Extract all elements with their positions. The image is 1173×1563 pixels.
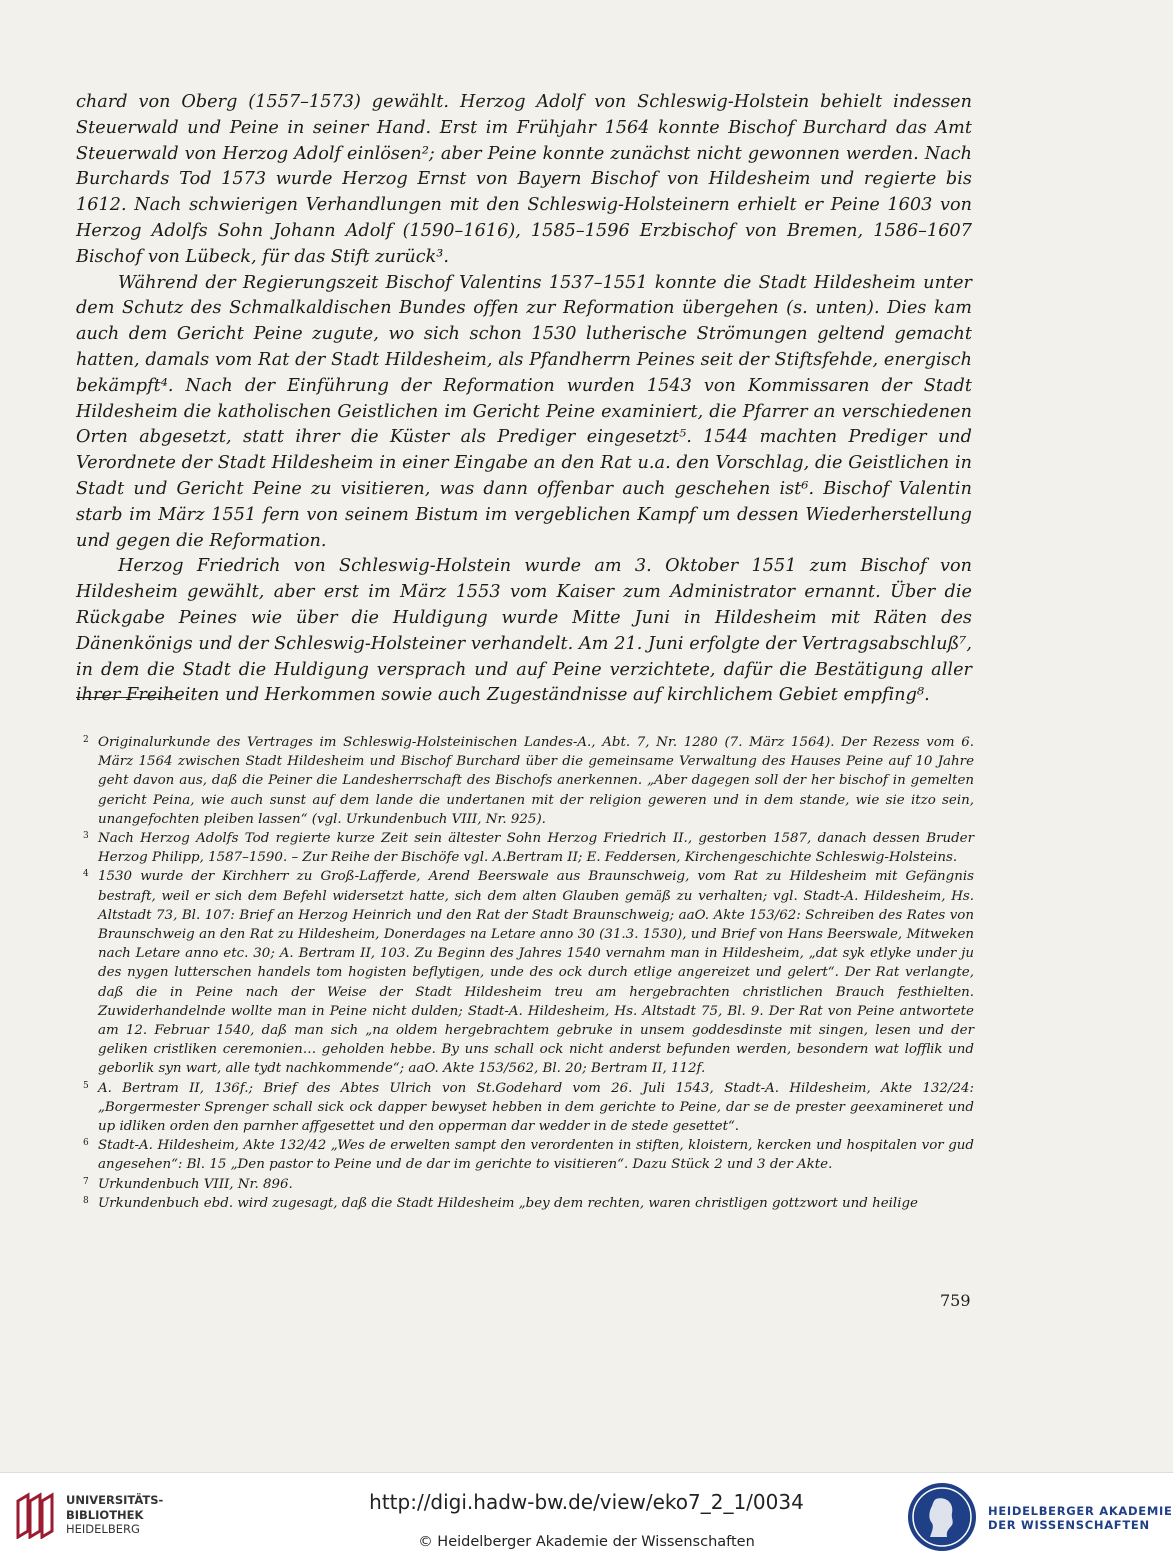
footnote-number: 4 <box>83 869 89 880</box>
academy-name: HEIDELBERGER AKADEMIE DER WISSENSCHAFTEN <box>988 1504 1173 1532</box>
footnote-7 <box>76 1175 974 1194</box>
footnote-number: 3 <box>83 831 89 842</box>
footnote-text: Stadt-A. Hildesheim, Akte 132/42 „Wes de erwelten sampt den verordenten in stiften, kloistern, kercken und hospitalen vor gud angesehen“: Bl. 15 „Den pastor to Peine und de dar im gerichte to visitieren“. Dazu Stück 2 und 3 der Akte. <box>98 1138 974 1173</box>
paragraph-1: chard von Oberg (1557–1573) gewählt. Herzog Adolf von Schleswig-Holstein behielt indessen Steuerwald und Peine in seiner Hand. Erst im Frühjahr 1564 konnte Bischof Burchard das Amt Steuerwald von Herzog Adolf einlösen²; aber Peine konnte zunächst nicht gewonnen werden. Nach Burchards Tod 1573 wurde Herzog Ernst von Bayern Bischof von Hildesheim und regierte bis 1612. Nach schwierigen Verhandlungen mit den Schleswig-Holsteinern erhielt er Peine 1603 von Herzog Adolfs Sohn Johann Adolf (1590–1616), 1585–1596 Erzbischof von Bremen, 1586–1607 Bischof von Lübeck, für das Stift zurück³. <box>76 92 972 267</box>
footnote-4 <box>76 867 974 1078</box>
paragraph-3: Herzog Friedrich von Schleswig-Holstein wurde am 3. Oktober 1551 zum Bischof von Hildesheim gewählt, aber erst im März 1553 vom Kaiser zum Administrator ernannt. Über die Rückgabe Peines wie über die Huldigung wurde Mitte Juni in Hildesheim mit Räten des Dänenkönigs und der Schleswig-Holsteiner verhandelt. Am 21. Juni erfolgte der Vertragsabschluß⁷, in dem die Stadt die Huldigung versprach und auf Peine verzichtete, dafür die Bestätigung aller ihrer Freiheiten und Herkommen sowie auch Zugeständnisse auf kirchlichem Gebiet empfing⁸. <box>76 556 972 706</box>
footnote-3 <box>76 829 974 867</box>
footnote-number: 5 <box>83 1080 89 1091</box>
footnote-text: A. Bertram II, 136f.; Brief des Abtes Ulrich von St.Godehard vom 26. Juli 1543, Stadt-A. Hildesheim, Akte 132/24: „Borgermester Sprenger schall sick ock dapper bewyset hebben in dem gerichte to Peine, dar se de prester geexamineret und up idliken orden den parnher affgesettet und den opperman dar wedder in de stede gesettet“. <box>98 1080 974 1135</box>
page-number: 759 <box>940 1291 971 1310</box>
footnote-5 <box>76 1079 974 1137</box>
page-url-link[interactable]: http://digi.hadw-bw.de/view/eko7_2_1/0034 <box>369 1490 804 1514</box>
footnotes <box>76 733 974 1213</box>
footnote-text: Originalurkunde des Vertrages im Schleswig-Holsteinischen Landes-A., Abt. 7, Nr. 1280 (7. März 1564). Der Rezess vom 6. März 1564 zwischen Stadt Hildesheim und Bischof Burchard über die gemeinsame Verwaltung des Hauses Peine auf 10 Jahre geht davon aus, daß die Peiner die Landesherrschaft des Bischofs anerkennen. „Aber dagegen soll der her bischof in gemelten gericht Peina, wie auch sunst auf dem lande die undertanen mit der religion geweren und in dem stande, wie sie itzo sein, unangefochten pleiben lassen“ (vgl. Urkundenbuch VIII, Nr. 925). <box>98 735 974 827</box>
body-text <box>76 90 972 709</box>
footnote-2 <box>76 733 974 829</box>
footnote-text: Nach Herzog Adolfs Tod regierte kurze Zeit sein ältester Sohn Herzog Friedrich II., gestorben 1587, danach dessen Bruder Herzog Philipp, 1587–1590. – Zur Reihe der Bischöfe vgl. A.Bertram II; E. Feddersen, Kirchengeschichte Schleswig-Holsteins. <box>98 831 974 866</box>
footnote-number: 2 <box>83 735 89 745</box>
footnote-text: 1530 wurde der Kirchherr zu Groß-Lafferde, Arend Beerswale aus Braunschweig, vom Rat zu Hildesheim mit Gefängnis bestraft, weil er sich dem Befehl widersetzt hatte, sich dem alten Glauben gemäß zu verhalten; vgl. Stadt-A. Hildesheim, Hs. Altstadt 73, Bl. 107: Brief an Herzog Heinrich und den Rat der Stadt Braunschweig; aaO. Akte 153/62: Schreiben des Rates von Braunschweig an den Rat zu Hildesheim, Donerdages na Letare anno 30 (31.3. 1530), und Brief von Hans Beerswale, Mitweken nach Letare anno etc. 30; A. Bertram II, 103. Zu Beginn des Jahres 1540 vernahm man in Hildesheim, „dat syk etlyke under ju des nygen lutterschen handels tom hogisten beflytigen, unde des ock durch etlige angereizet und gelert“. Der Rat verlangte, daß die in Peine nach der Weise der Stadt Hildesheim treu am hergebrachten christlichen Brauch festhielten. Zuwiderhandelnde wollte man in Peine nicht dulden; Stadt-A. Hildesheim, Hs. Altstadt 75, Bl. 9. Der Rat von Peine antwortete am 12. Februar 1540, daß man sich „na oldem hergebrachtem gebruke in unsem goddesdinste mit singen, lesen und der geliken cristliken ceremonien… geholden hebbe. By uns schall ock nicht anderst befunden werden, besondern wat lofflik und geborlik syn wart, alle tydt nachkommende“; aaO. Akte 153/562, Bl. 20; Bertram II, 112f. <box>98 869 974 1077</box>
footnote-8 <box>76 1194 974 1213</box>
footnote-6 <box>76 1136 974 1174</box>
footnote-number: 6 <box>83 1138 89 1149</box>
university-library-name: UNIVERSITÄTS- BIBLIOTHEK HEIDELBERG <box>66 1493 164 1536</box>
footnote-number: 8 <box>83 1195 89 1206</box>
footnote-text: Urkundenbuch ebd. wird zugesagt, daß die Stadt Hildesheim „bey dem rechten, waren christligen gottzwort und heilige <box>98 1195 918 1211</box>
viewer-footer <box>0 1472 1173 1563</box>
footnote-text: Urkundenbuch VIII, Nr. 896. <box>98 1176 293 1192</box>
footnote-separator <box>76 697 178 698</box>
paragraph-2: Während der Regierungszeit Bischof Valentins 1537–1551 konnte die Stadt Hildesheim unter dem Schutz des Schmalkaldischen Bundes offen zur Reformation übergehen (s. unten). Dies kam auch dem Gericht Peine zugute, wo sich schon 1530 lutherische Strömungen geltend gemacht hatten, damals vom Rat der Stadt Hildesheim, als Pfandherrn Peines seit der Stiftsfehde, energisch bekämpft⁴. Nach der Einführung der Reformation wurden 1543 von Kommissaren der Stadt Hildesheim die katholischen Geistlichen im Gericht Peine examiniert, die Pfarrer an verschiedenen Orten abgesetzt, statt ihrer die Küster als Prediger eingesetzt⁵. 1544 machten Prediger und Verordnete der Stadt Hildesheim in einer Eingabe an den Rat u.a. den Vorschlag, die Geistlichen in Stadt und Gericht Peine zu visitieren, was dann offenbar auch geschehen ist⁶. Bischof Valentin starb im März 1551 fern von seinem Bistum im vergeblichen Kampf um dessen Wiederherstellung und gegen die Reformation. <box>76 272 972 551</box>
academy-seal-icon[interactable] <box>906 1481 978 1553</box>
copyright-notice: © Heidelberger Akademie der Wissenschaften <box>418 1534 755 1550</box>
footnote-number: 7 <box>83 1176 89 1187</box>
